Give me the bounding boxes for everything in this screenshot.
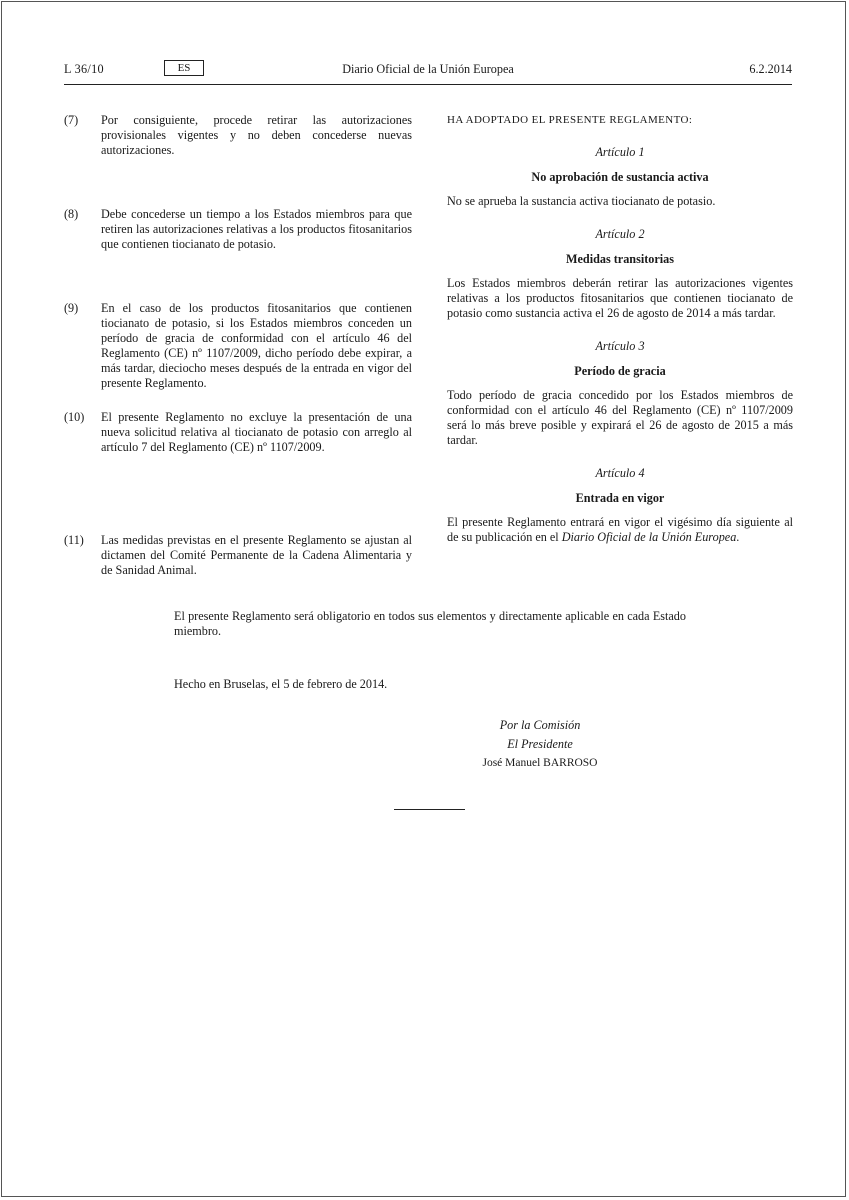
recital-text: Las medidas previstas en el presente Reglamento se ajustan al dictamen del Comité Permanente de la Cadena Alimentaria y de Sanidad Animal. <box>101 533 412 577</box>
signature-block <box>440 716 640 773</box>
signature-role: El Presidente <box>507 737 573 751</box>
article-text-end: . <box>736 530 740 544</box>
recital-item <box>64 533 412 578</box>
signature-institution: Por la Comisión <box>499 718 581 732</box>
publication-date: 6.2.2014 <box>749 62 792 76</box>
page-header <box>64 62 792 85</box>
article-text: Todo período de gracia concedido por los Estados miembros de conformidad con el artículo 46 del Reglamento (CE) nº 1107/2009 será lo más breve posible y expirará el 26 de agosto de 2015 a más tardar. <box>447 388 793 447</box>
article-title: Entrada en vigor <box>575 491 665 505</box>
article-text-start: El presente Reglamento entrará en vigor el vigésimo día siguiente al de su publicación en el <box>447 515 793 544</box>
recital-text: Por consiguiente, procede retirar las autorizaciones provisionales vigentes y no deben concederse nuevas autorizaciones. <box>101 113 412 157</box>
article-text <box>447 515 793 545</box>
article-number: Artículo 2 <box>595 227 645 241</box>
recital-text: En el caso de los productos fitosanitarios que contienen tiocianato de potasio, si los Estados miembros conceden un período de gracia de conformidad con el artículo 46 del Reglamento (CE) nº 1107/2009, dicho período debe expirar, a más tardar, dieciocho meses después de la entrada en vigor del presente Reglamento. <box>101 301 412 390</box>
adoption-statement: HA ADOPTADO EL PRESENTE REGLAMENTO: <box>447 114 693 126</box>
recital-item <box>64 410 412 455</box>
recital-number: (10) <box>64 410 85 424</box>
article-text: Los Estados miembros deberán retirar las autorizaciones vigentes relativas a los productos fitosanitarios que contienen tiocianato de potasio como sustancia activa el 26 de agosto de 2014 a más tardar. <box>447 276 793 320</box>
article-text: No se aprueba la sustancia activa tiocianato de potasio. <box>447 194 716 208</box>
recital-item <box>64 207 412 252</box>
article-title: Período de gracia <box>574 364 666 378</box>
closing-statement: El presente Reglamento será obligatorio en todos sus elementos y directamente aplicable en cada Estado miembro. <box>174 609 686 638</box>
recital-number: (9) <box>64 301 79 315</box>
article-number: Artículo 3 <box>595 339 645 353</box>
journal-title: Diario Oficial de la Unión Europea <box>342 62 514 76</box>
recital-number: (11) <box>64 533 84 547</box>
article-title: Medidas transitorias <box>566 252 674 266</box>
recital-number: (8) <box>64 207 79 221</box>
article-title: No aprobación de sustancia activa <box>531 170 709 184</box>
recital-item <box>64 113 412 158</box>
recital-item <box>64 301 412 391</box>
recital-text: Debe concederse un tiempo a los Estados miembros para que retiren las autorizaciones relativas a los productos fitosanitarios que contienen tiocianato de potasio. <box>101 207 412 251</box>
done-at-statement: Hecho en Bruselas, el 5 de febrero de 2014. <box>174 677 388 691</box>
signatory-name: José Manuel BARROSO <box>482 757 598 769</box>
articles-column <box>447 113 793 545</box>
article-number: Artículo 4 <box>595 466 645 480</box>
article-number: Artículo 1 <box>595 145 645 159</box>
recital-text: El presente Reglamento no excluye la presentación de una nueva solicitud relativa al tiocianato de potasio con arreglo al artículo 7 del Reglamento (CE) nº 1107/2009. <box>101 410 412 454</box>
end-rule-divider <box>394 809 465 810</box>
recital-number: (7) <box>64 113 79 127</box>
language-badge: ES <box>164 60 204 76</box>
journal-name-italic: Diario Oficial de la Unión Europea <box>561 530 737 544</box>
journal-reference: L 36/10 <box>64 62 104 76</box>
